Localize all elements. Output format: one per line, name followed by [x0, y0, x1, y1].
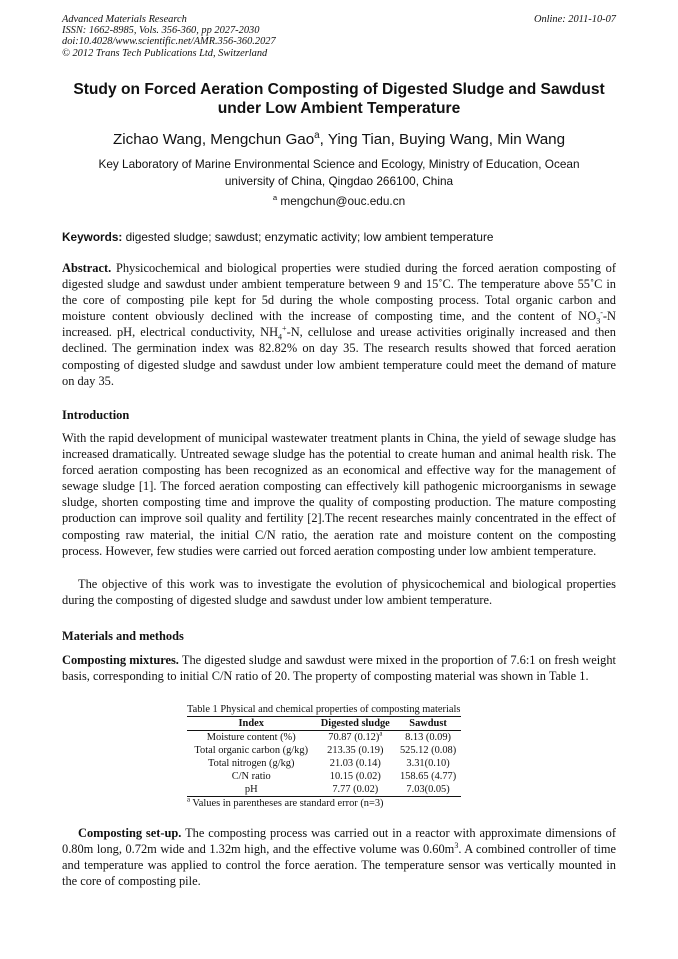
composting-mixtures-label: Composting mixtures. — [62, 653, 179, 667]
journal-issn: ISSN: 1662-8985, Vols. 356-360, pp 2027-2030 — [62, 25, 260, 37]
column-header-index: Index — [238, 718, 264, 729]
table-header-row — [187, 717, 461, 731]
journal-copyright: © 2012 Trans Tech Publications Ltd, Switzerland — [62, 47, 268, 59]
abstract-text-1: Physicochemical and biological properties were studied during the forced aeration composting of digested sludge and sawdust under ambient temperature between 9 and 15˚C. The temperature above 55˚C in the core of composting pile kept for 5d during the whole composting process. Total organic carbon and moisture content obviously declined with the increase of composting time, and the content of NO — [62, 261, 616, 324]
methods-heading: Materials and methods — [62, 629, 184, 643]
affiliation-line-1: Key Laboratory of Marine Environmental Science and Ecology, Ministry of Education, Ocean — [98, 157, 580, 171]
abstract — [62, 260, 616, 389]
online-date: Online: 2011-10-07 — [533, 14, 616, 25]
composting-setup-paragraph — [62, 825, 616, 889]
author-email — [56, 194, 622, 208]
footnote-text: Values in parentheses are standard error (n=3) — [192, 798, 384, 809]
table-cell: C/N ratio — [231, 771, 271, 782]
table-row — [187, 744, 461, 757]
abstract-text-3: -N, cellulose and urease activities originally increased and then declined. The germination index was 82.82% on day 35. The research results showed that forced aeration composting of digested sludge and sawdust under low ambient temperature could meet the demand of mature on day 35. — [62, 325, 616, 388]
introduction-paragraph-1: With the rapid development of municipal wastewater treatment plants in China, the yield of sewage sludge has increased dramatically. Untreated sewage sludge has the potential to create human and animal health risk. The forced aeration composting has been recognized as an economical and effective way for the management of sewage sludge [1]. The forced aeration composting can effectively kill pathogenic microorganisms in sewage sludge, shorten composting time and improve the quality of composting production. The mature composting production can improve soil quality and fertility [2].The recent researches mainly concentrated in the effect of composting raw material, the initial C/N ratio, the aeration rate and moisture content on the composting process. However, few studies were carried out forced aeration composting under low ambient temperature. — [62, 431, 616, 558]
affiliation — [56, 156, 622, 189]
table-1 — [187, 703, 461, 810]
cell-value: 70.87 (0.12) — [328, 732, 380, 743]
abstract-label: Abstract. — [62, 261, 112, 275]
keywords — [62, 230, 493, 244]
composting-setup-label: Composting set-up. — [78, 826, 182, 840]
title-line-1: Study on Forced Aeration Composting of Digested Sludge and Sawdust — [73, 81, 605, 98]
table-cell: 7.77 (0.02) — [332, 784, 379, 795]
nh4-superscript: + — [282, 324, 287, 334]
author-affiliation-mark: a — [314, 129, 320, 141]
table-caption: Table 1 Physical and chemical properties of composting materials — [187, 704, 461, 715]
composting-setup-text-2: . A combined controller of time and temperature was applied to control the force aeration. The temperature sensor was vertically mounted in the core of composting pile. — [62, 842, 616, 889]
abstract-text-2: -N increased. pH, electrical conductivity, NH — [62, 309, 616, 340]
author-list — [56, 131, 622, 149]
table-row — [187, 731, 461, 745]
no3-subscript: 3 — [596, 316, 601, 326]
composting-setup-text-1: The composting process was carried out in a reactor with approximate dimensions of 0.80m long, 0.72m wide and 1.32m high, and the effective volume was 0.60m — [62, 826, 616, 857]
title-line-2: under Low Ambient Temperature — [217, 100, 461, 117]
properties-table — [187, 716, 461, 797]
table-cell: 3.31(0.10) — [406, 758, 450, 769]
table-cell: 21.03 (0.14) — [329, 758, 381, 769]
table-cell: 10.15 (0.02) — [329, 771, 381, 782]
table-cell: 213.35 (0.19) — [327, 745, 384, 756]
introduction-heading: Introduction — [62, 408, 130, 422]
table-cell: 158.65 (4.77) — [399, 771, 457, 782]
footnote-mark: a — [379, 730, 383, 738]
nh4-subscript: 4 — [278, 332, 283, 342]
table-row — [187, 757, 461, 770]
authors-part-1: Zichao Wang, Mengchun Gao — [112, 131, 315, 148]
keywords-text: digested sludge; sawdust; enzymatic activity; low ambient temperature — [125, 230, 494, 244]
composting-mixtures-paragraph — [62, 652, 616, 684]
table-footnote — [187, 797, 461, 810]
table-cell: 525.12 (0.08) — [399, 745, 457, 756]
table-cell — [315, 731, 395, 745]
table-cell: pH — [244, 784, 258, 795]
table-row — [187, 783, 461, 797]
no3-superscript: - — [600, 308, 603, 318]
journal-name: Advanced Materials Research — [62, 14, 187, 25]
keywords-label: Keywords: — [62, 230, 123, 244]
affiliation-line-2: university of China, Qingdao 266100, China — [224, 173, 454, 188]
column-header-sawdust: Sawdust — [409, 718, 447, 729]
table-cell: 7.03(0.05) — [406, 784, 450, 795]
authors-part-2: , Ying Tian, Buying Wang, Min Wang — [319, 131, 566, 148]
cubic-superscript: 3 — [454, 840, 459, 850]
email-address[interactable]: mengchun@ouc.edu.cn — [280, 194, 406, 208]
journal-doi: doi:10.4028/www.scientific.net/AMR.356-360.2027 — [62, 36, 276, 48]
introduction-paragraph-2: The objective of this work was to investigate the evolution of physicochemical and biological properties during the composting of digested sludge and sawdust under low ambient temperature. — [62, 577, 616, 608]
table-cell: Total organic carbon (g/kg) — [194, 745, 309, 756]
table-cell: 8.13 (0.09) — [405, 732, 452, 743]
email-mark: a — [272, 193, 278, 203]
journal-info — [62, 14, 276, 59]
table-row — [187, 770, 461, 783]
footnote-mark: a — [187, 796, 190, 804]
column-header-digested-sludge: Digested sludge — [320, 718, 390, 729]
table-cell: Total nitrogen (g/kg) — [208, 758, 295, 769]
paper-title — [56, 80, 622, 118]
composting-mixtures-text: The digested sludge and sawdust were mixed in the proportion of 7.6:1 on fresh weight basis, corresponding to initial C/N ratio of 20. The property of composting material was shown in Table 1. — [62, 653, 616, 684]
table-cell: Moisture content (%) — [206, 732, 296, 743]
